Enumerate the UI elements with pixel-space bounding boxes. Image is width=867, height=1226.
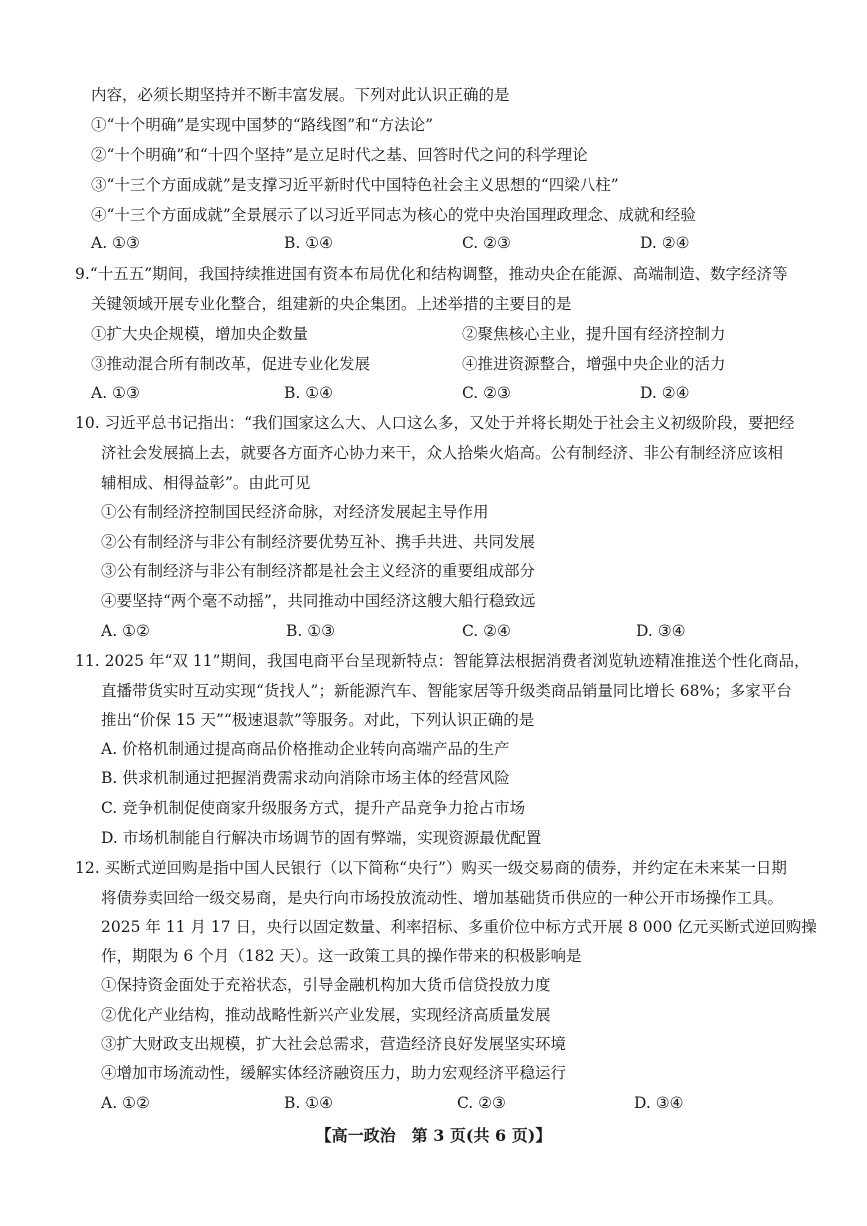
q9-item-1: ①扩大央企规模，增加央企数量 <box>91 325 309 343</box>
page-footer: 【高一政治 第 3 页(共 6 页)】 <box>315 1126 552 1145</box>
q10-option-a: A. ①② <box>101 622 150 640</box>
q12-stem-line-4: 作，期限为 6 个月（182 天）。这一政策工具的操作带来的积极影响是 <box>101 947 582 965</box>
q9-stem-line-1: 9.“十五五”期间，我国持续推进国有资本布局优化和结构调整，推动央企在能源、高端制造、数字经济等 <box>75 265 788 283</box>
q11-stem-line-3: 推出“价保 15 天”“极速退款”等服务。对此，下列认识正确的是 <box>101 711 535 729</box>
q12-stem-line-2: 将债券卖回给一级交易商，是央行向市场投放流动性、增加基础货币供应的一种公开市场操作工具。 <box>101 889 784 907</box>
q10-option-d: D. ③④ <box>636 622 686 640</box>
q10-item-1: ①公有制经济控制国民经济命脉，对经济发展起主导作用 <box>101 503 489 521</box>
q11-stem-line-1: 11. 2025 年“双 11”期间，我国电商平台呈现新特点：智能算法根据消费者浏览轨迹精准推送个性化商品， <box>75 652 810 670</box>
q10-item-4: ④要坚持“两个毫不动摇”，共同推动中国经济这艘大船行稳致远 <box>101 592 536 610</box>
q11-stem-line-2: 直播带货实时互动实现“货找人”；新能源汽车、智能家居等升级类商品销量同比增长 68%；多家平台 <box>101 682 792 700</box>
q11-choice-d: D. 市场机制能自行解决市场调节的固有弊端，实现资源最优配置 <box>101 829 542 847</box>
q12-item-1: ①保持资金面处于充裕状态，引导金融机构加大货币信贷投放力度 <box>101 976 551 994</box>
q8-item-2: ②“十个明确”和“十四个坚持”是立足时代之基、回答时代之问的科学理论 <box>91 146 588 164</box>
q10-stem-line-3: 辅相成、相得益彰”。由此可见 <box>101 474 311 492</box>
q9-option-a: A. ①③ <box>91 384 140 402</box>
q8-item-4: ④“十三个方面成就”全景展示了以习近平同志为核心的党中央治国理政理念、成就和经验 <box>91 206 696 224</box>
q9-item-3: ③推动混合所有制改革，促进专业化发展 <box>91 355 371 373</box>
q12-option-d: D. ③④ <box>634 1094 684 1112</box>
q10-item-2: ②公有制经济与非公有制经济要优势互补、携手共进、共同发展 <box>101 533 536 551</box>
q9-item-2: ②聚焦核心主业，提升国有经济控制力 <box>462 325 726 343</box>
q8-continuation: 内容，必须长期坚持并不断丰富发展。下列对此认识正确的是 <box>91 86 510 104</box>
q9-item-4: ④推进资源整合，增强中央企业的活力 <box>462 355 726 373</box>
q8-option-c: C. ②③ <box>462 234 511 252</box>
q9-option-c: C. ②③ <box>462 384 511 402</box>
q10-option-c: C. ②④ <box>462 622 511 640</box>
q12-item-3: ③扩大财政支出规模，扩大社会总需求，营造经济良好发展坚实环境 <box>101 1035 567 1053</box>
q8-option-b: B. ①④ <box>284 234 334 252</box>
q8-item-1: ①“十个明确”是实现中国梦的“路线图”和“方法论” <box>91 116 434 134</box>
q10-stem-line-1: 10. 习近平总书记指出：“我们国家这么大、人口这么多，又处于并将长期处于社会主义初级阶段，要把经 <box>75 414 795 432</box>
q12-item-4: ④增加市场流动性，缓解实体经济融资压力，助力宏观经济平稳运行 <box>101 1064 567 1082</box>
q12-option-a: A. ①② <box>101 1094 150 1112</box>
q11-choice-a: A. 价格机制通过提高商品价格推动企业转向高端产品的生产 <box>101 740 510 758</box>
q12-stem-line-3: 2025 年 11 月 17 日，央行以固定数量、利率招标、多重价位中标方式开展 8 000 亿元买断式逆回购操 <box>101 918 817 936</box>
q12-option-c: C. ②③ <box>457 1094 506 1112</box>
q10-stem-line-2: 济社会发展搞上去，就要各方面齐心协力来干，众人拾柴火焰高。公有制经济、非公有制经济应该相 <box>101 444 784 462</box>
q9-option-d: D. ②④ <box>640 384 690 402</box>
q8-option-d: D. ②④ <box>640 234 690 252</box>
q9-option-b: B. ①④ <box>284 384 334 402</box>
q11-choice-c: C. 竞争机制促使商家升级服务方式，提升产品竞争力抢占市场 <box>101 799 526 817</box>
q8-item-3: ③“十三个方面成就”是支撑习近平新时代中国特色社会主义思想的“四梁八柱” <box>91 176 619 194</box>
q9-stem-line-2: 关键领域开展专业化整合，组建新的央企集团。上述举措的主要目的是 <box>91 295 572 313</box>
q8-option-a: A. ①③ <box>91 234 140 252</box>
q10-option-b: B. ①③ <box>286 622 336 640</box>
q12-item-2: ②优化产业结构，推动战略性新兴产业发展，实现经济高质量发展 <box>101 1006 551 1024</box>
q12-stem-line-1: 12. 买断式逆回购是指中国人民银行（以下简称“央行”）购买一级交易商的债券，并约定在未来某一日期 <box>75 859 787 877</box>
q10-item-3: ③公有制经济与非公有制经济都是社会主义经济的重要组成部分 <box>101 562 536 580</box>
q12-option-b: B. ①④ <box>284 1094 334 1112</box>
q11-choice-b: B. 供求机制通过把握消费需求动向消除市场主体的经营风险 <box>101 769 510 787</box>
